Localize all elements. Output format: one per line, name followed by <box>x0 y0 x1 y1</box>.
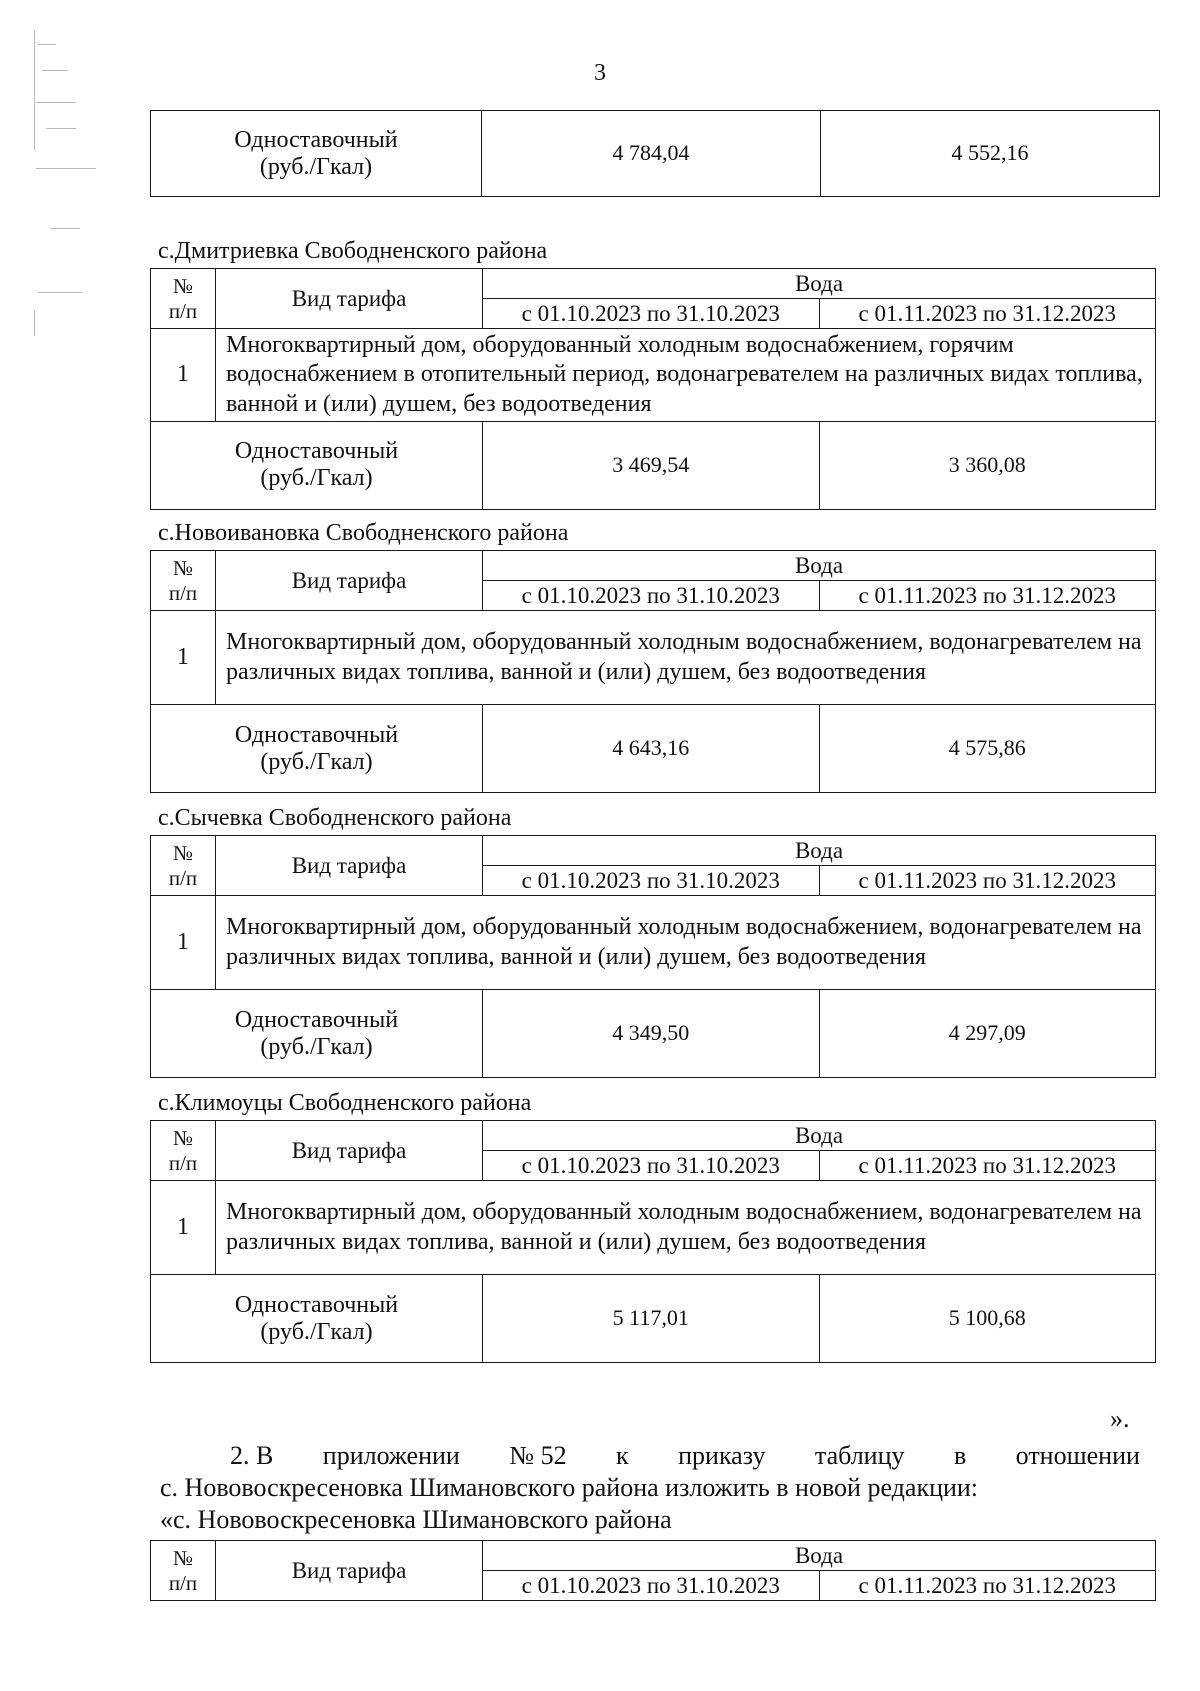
period2-header: с 01.11.2023 по 31.12.2023 <box>819 581 1156 611</box>
table-row <box>151 1275 1156 1363</box>
tariff-table <box>150 1540 1156 1601</box>
tariff-table <box>150 1120 1156 1363</box>
tariff-label-line2: (руб./Гкал) <box>259 153 373 180</box>
period1-header: с 01.10.2023 по 31.10.2023 <box>483 866 820 896</box>
tariff-label-line2: (руб./Гкал) <box>260 748 373 775</box>
col-num-header <box>151 269 216 329</box>
tariff-label-cell <box>151 990 483 1078</box>
value-period2: 4 552,16 <box>821 111 1160 197</box>
building-description: Многоквартирный дом, оборудованный холодным водоснабжением, горячим водоснабжением в отопительный период, водонагревателем на различных видах топлива, ванной и (или) душем, без водоотведения <box>216 329 1156 422</box>
value-period1: 3 469,54 <box>483 421 820 509</box>
closing-quote: ». <box>1110 1404 1130 1433</box>
tariff-label-line1: Одноставочный <box>234 1006 399 1033</box>
col-num-header <box>151 551 216 611</box>
num-abbrev: п/п <box>168 1150 198 1175</box>
header-row <box>151 1541 1156 1571</box>
col-water-header: Вода <box>483 1121 1156 1151</box>
col-num-header <box>151 1121 216 1181</box>
top-tariff-table <box>150 110 1160 197</box>
header-row <box>151 269 1156 299</box>
num-abbrev: п/п <box>168 865 198 890</box>
col-water-header: Вода <box>483 836 1156 866</box>
section-caption: с.Новоивановка Свободненского района <box>158 520 569 546</box>
tariff-label-line1: Одноставочный <box>234 126 398 153</box>
tariff-table <box>150 835 1156 1078</box>
row-number: 1 <box>151 329 216 422</box>
table-row <box>151 705 1156 793</box>
period1-header: с 01.10.2023 по 31.10.2023 <box>483 299 820 329</box>
col-tariff-type-header: Вид тарифа <box>216 836 483 896</box>
col-tariff-type-header: Вид тарифа <box>216 551 483 611</box>
value-period2: 3 360,08 <box>819 421 1156 509</box>
tariff-label-line2: (руб./Гкал) <box>260 1318 373 1345</box>
num-sign: № <box>172 840 194 865</box>
building-description: Многоквартирный дом, оборудованный холодным водоснабжением, водонагревателем на различных видах топлива, ванной и (или) душем, без водоотведения <box>216 1181 1156 1275</box>
paragraph-line-1 <box>160 1440 1140 1472</box>
tariff-label-line2: (руб./Гкал) <box>260 1033 373 1060</box>
row-number: 1 <box>151 611 216 705</box>
table-row <box>151 111 1160 197</box>
table-row <box>151 990 1156 1078</box>
num-abbrev: п/п <box>168 298 198 323</box>
period2-header: с 01.11.2023 по 31.12.2023 <box>819 299 1156 329</box>
col-num-header <box>151 1541 216 1601</box>
value-period2: 4 297,09 <box>819 990 1156 1078</box>
value-period1: 4 643,16 <box>483 705 820 793</box>
header-row <box>151 551 1156 581</box>
tariff-label-cell <box>151 705 483 793</box>
section-caption: с.Климоуцы Свободненского района <box>158 1090 532 1116</box>
period1-header: с 01.10.2023 по 31.10.2023 <box>483 1151 820 1181</box>
page-number: 3 <box>594 60 606 86</box>
col-tariff-type-header: Вид тарифа <box>216 269 483 329</box>
num-sign: № <box>172 1125 194 1150</box>
header-row <box>151 1121 1156 1151</box>
col-water-header: Вода <box>483 269 1156 299</box>
num-sign: № <box>172 555 194 580</box>
tariff-label-line1: Одноставочный <box>234 1291 399 1318</box>
value-period1: 4 349,50 <box>483 990 820 1078</box>
paragraph-word: 2. В <box>230 1441 274 1470</box>
value-period1: 4 784,04 <box>482 111 821 197</box>
num-abbrev: п/п <box>168 580 198 605</box>
amendment-paragraph <box>160 1440 1140 1536</box>
col-tariff-type-header: Вид тарифа <box>216 1121 483 1181</box>
table-row <box>151 329 1156 422</box>
tariff-label-line1: Одноставочный <box>234 438 399 465</box>
paragraph-word: № 52 <box>509 1441 567 1470</box>
table-row <box>151 421 1156 509</box>
building-description: Многоквартирный дом, оборудованный холодным водоснабжением, водонагревателем на различных видах топлива, ванной и (или) душем, без водоотведения <box>216 896 1156 990</box>
num-sign: № <box>172 273 194 298</box>
table-row <box>151 1181 1156 1275</box>
tariff-label-cell <box>151 421 483 509</box>
building-description: Многоквартирный дом, оборудованный холодным водоснабжением, водонагревателем на различных видах топлива, ванной и (или) душем, без водоотведения <box>216 611 1156 705</box>
paragraph-word: отношении <box>1015 1441 1140 1470</box>
table-row <box>151 896 1156 990</box>
paragraph-word: в <box>953 1441 967 1470</box>
period2-header: с 01.11.2023 по 31.12.2023 <box>819 866 1156 896</box>
col-water-header: Вода <box>483 551 1156 581</box>
tariff-label-line1: Одноставочный <box>234 721 399 748</box>
col-num-header <box>151 836 216 896</box>
row-number: 1 <box>151 896 216 990</box>
paragraph-word: приложении <box>322 1441 460 1470</box>
row-number: 1 <box>151 1181 216 1275</box>
paragraph-word: к <box>616 1441 629 1470</box>
col-tariff-type-header: Вид тарифа <box>216 1541 483 1601</box>
value-period1: 5 117,01 <box>483 1275 820 1363</box>
section-caption: с.Сычевка Свободненского района <box>158 805 512 831</box>
period1-header: с 01.10.2023 по 31.10.2023 <box>483 1571 820 1601</box>
paragraph-line-2: с. Нововоскресеновка Шимановского района изложить в новой редакции: <box>160 1472 979 1502</box>
section-caption: с.Дмитриевка Свободненского района <box>158 238 548 264</box>
paragraph-word: таблицу <box>814 1441 905 1470</box>
num-sign: № <box>172 1545 194 1570</box>
period2-header: с 01.11.2023 по 31.12.2023 <box>819 1151 1156 1181</box>
tariff-label-cell <box>151 111 482 197</box>
paragraph-word: приказу <box>678 1441 766 1470</box>
tariff-label-cell <box>151 1275 483 1363</box>
num-abbrev: п/п <box>168 1570 198 1595</box>
paragraph-line-3: «с. Нововоскресеновка Шимановского района <box>160 1504 672 1534</box>
value-period2: 5 100,68 <box>819 1275 1156 1363</box>
value-period2: 4 575,86 <box>819 705 1156 793</box>
scan-artifact-marks <box>32 30 102 340</box>
period2-header: с 01.11.2023 по 31.12.2023 <box>819 1571 1156 1601</box>
tariff-table <box>150 550 1156 793</box>
period1-header: с 01.10.2023 по 31.10.2023 <box>483 581 820 611</box>
header-row <box>151 836 1156 866</box>
col-water-header: Вода <box>483 1541 1156 1571</box>
tariff-label-line2: (руб./Гкал) <box>260 465 373 492</box>
tariff-table <box>150 268 1156 510</box>
table-row <box>151 611 1156 705</box>
